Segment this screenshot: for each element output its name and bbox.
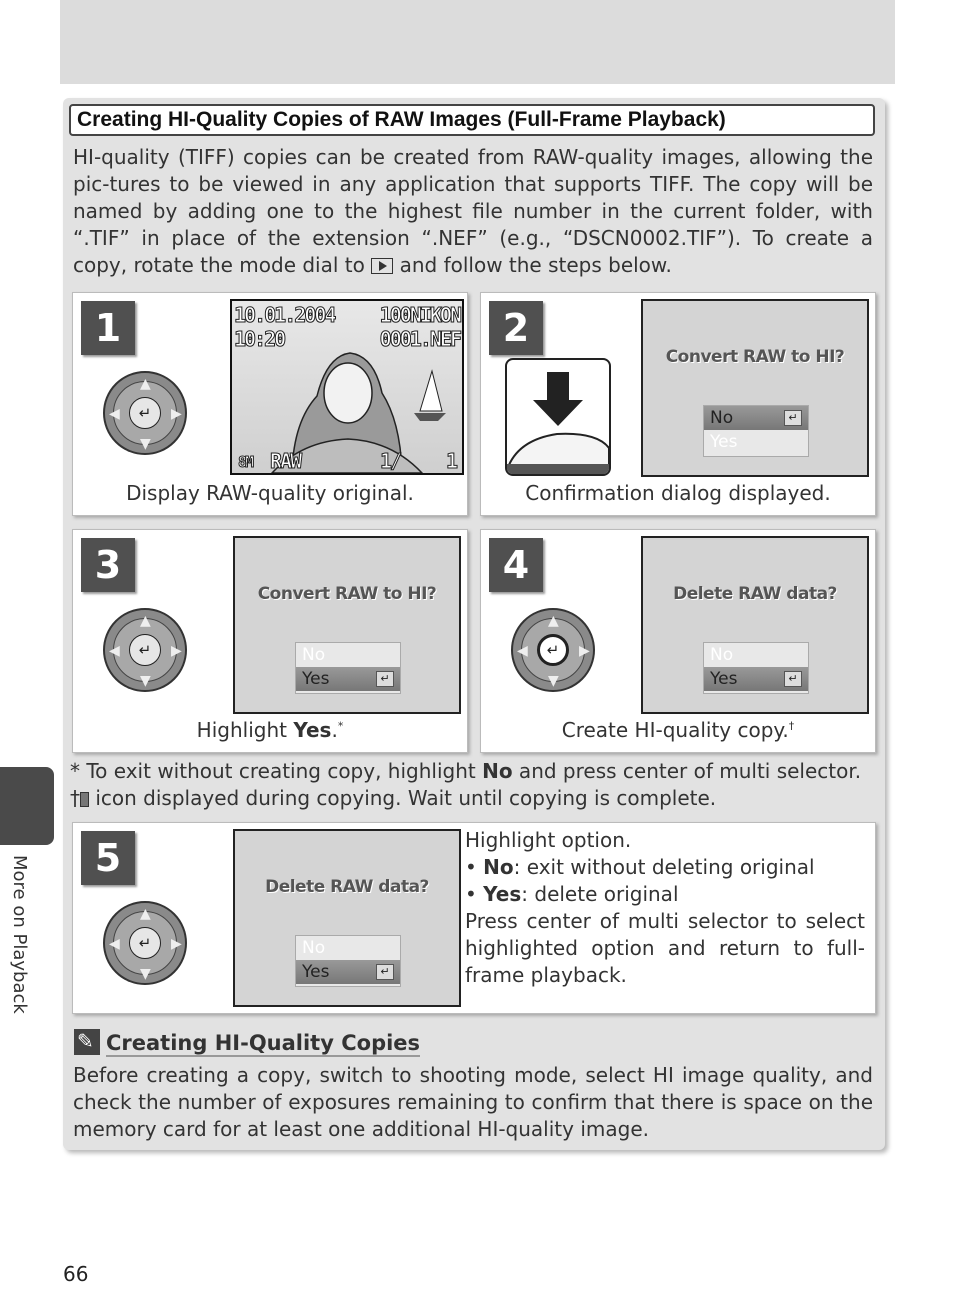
page-number: 66 [63, 1262, 89, 1286]
pencil-note-icon [74, 1029, 100, 1055]
ok-icon: ↵ [129, 927, 161, 959]
return-icon: ↵ [784, 410, 802, 426]
multi-selector-icon: ▲ ▼ ◀ ▶ ↵ [103, 608, 187, 692]
shutter-press-icon [505, 358, 611, 476]
playback-icon [371, 258, 393, 274]
step-number: 5 [81, 831, 135, 885]
return-icon: ↵ [376, 964, 394, 980]
section-title: Creating HI-Quality Copies of RAW Images (Full-Frame Playback) [69, 104, 875, 136]
footnote-1: * To exit without creating copy, highlight No and press center of multi selector. [70, 759, 862, 783]
tip-body: Before creating a copy, switch to shooting mode, select HI image quality, and check the number of exposures remaining to confirm that there is space on the memory card for at least one additional HI-quality image. [73, 1063, 873, 1141]
option-no: No [302, 645, 326, 665]
step-caption: Create HI-quality copy.† [561, 718, 795, 742]
footnote-2: † icon displayed during copying. Wait until copying is complete. [70, 786, 717, 810]
intro-text: HI-quality (TIFF) copies can be created from RAW-quality images, allowing the pic-tures to be viewed in any application that supports TIFF. The copy will be named by adding one to the highest file number in the current folder, with “.TIF” in place of the extension “.NEF” (e.g., “DSCN0002.TIF”). To create a copy, rotate the mode dial to [73, 145, 873, 277]
lcd-quality: RAW [270, 449, 301, 473]
return-icon: ↵ [376, 671, 394, 687]
dialog-question: Delete RAW data? [265, 877, 429, 897]
step-number: 4 [489, 538, 543, 592]
intro-text-end: and follow the steps below. [399, 253, 672, 277]
step-2-box [480, 292, 876, 516]
option-yes: Yes [710, 432, 738, 452]
bullet-no: • No: exit without deleting original [465, 855, 815, 879]
lcd-counter-total: 1 [445, 449, 456, 473]
camera-monitor [641, 299, 869, 477]
camera-monitor [233, 536, 461, 714]
option-yes: Yes ↵ [704, 667, 808, 691]
dialog-question: Delete RAW data? [673, 584, 837, 604]
step-3-box [72, 529, 468, 753]
step-number: 2 [489, 301, 543, 355]
step-number: 3 [81, 538, 135, 592]
lcd-counter-frame: 1/ [380, 449, 401, 473]
lcd-folder: 100NIKON [379, 303, 460, 327]
camera-monitor [641, 536, 869, 714]
chapter-label: More on Playback [9, 855, 30, 1014]
lcd-time: 10:20 [234, 327, 285, 351]
option-yes: Yes ↵ [296, 960, 400, 984]
hourglass-icon [80, 792, 89, 807]
ok-icon: ↵ [129, 397, 161, 429]
step-caption: Confirmation dialog displayed. [525, 481, 831, 505]
step-4-box [480, 529, 876, 753]
header-band [60, 0, 895, 84]
option-no: No [710, 645, 734, 665]
dialog-menu [703, 642, 809, 694]
dialog-menu [295, 642, 401, 694]
camera-monitor [230, 299, 464, 475]
step-caption: Display RAW-quality original. [126, 481, 414, 505]
dialog-question: Convert RAW to HI? [665, 347, 845, 367]
ok-icon: ↵ [129, 634, 161, 666]
lcd-image-size: 8M [238, 453, 253, 471]
step-5-box [72, 822, 876, 1014]
footnotes [70, 758, 870, 812]
tip-heading: ✎Creating HI-Quality Copies [74, 1029, 420, 1057]
dialog-menu [703, 405, 809, 457]
step-caption: Highlight Yes.* [196, 718, 344, 742]
intro-paragraph [73, 144, 873, 279]
step-1-box [72, 292, 468, 516]
lcd-date: 10.01.2004 [234, 303, 335, 327]
dialog-menu [295, 935, 401, 987]
step-number: 1 [81, 301, 135, 355]
option-yes: Yes ↵ [296, 667, 400, 691]
multi-selector-icon: ▲ ▼ ◀ ▶ ↵ [103, 371, 187, 455]
option-no: No [302, 938, 326, 958]
lcd-filename: 0001.NEF [379, 327, 460, 351]
bullet-yes: • Yes: delete original [465, 882, 679, 906]
step-5-instructions: Highlight option. • No: exit without deleting original • Yes: delete original Press center of multi selector to select highlighted option and return to full-frame playback. [465, 828, 865, 987]
chapter-tab [0, 767, 54, 845]
dialog-question: Convert RAW to HI? [257, 584, 437, 604]
ok-icon: ↵ [537, 634, 569, 666]
option-no: No ↵ [704, 406, 808, 430]
camera-monitor [233, 829, 461, 1007]
multi-selector-icon: ▲ ▼ ◀ ▶ ↵ [103, 901, 187, 985]
multi-selector-icon: ▲ ▼ ◀ ▶ ↵ [511, 608, 595, 692]
return-icon: ↵ [784, 671, 802, 687]
